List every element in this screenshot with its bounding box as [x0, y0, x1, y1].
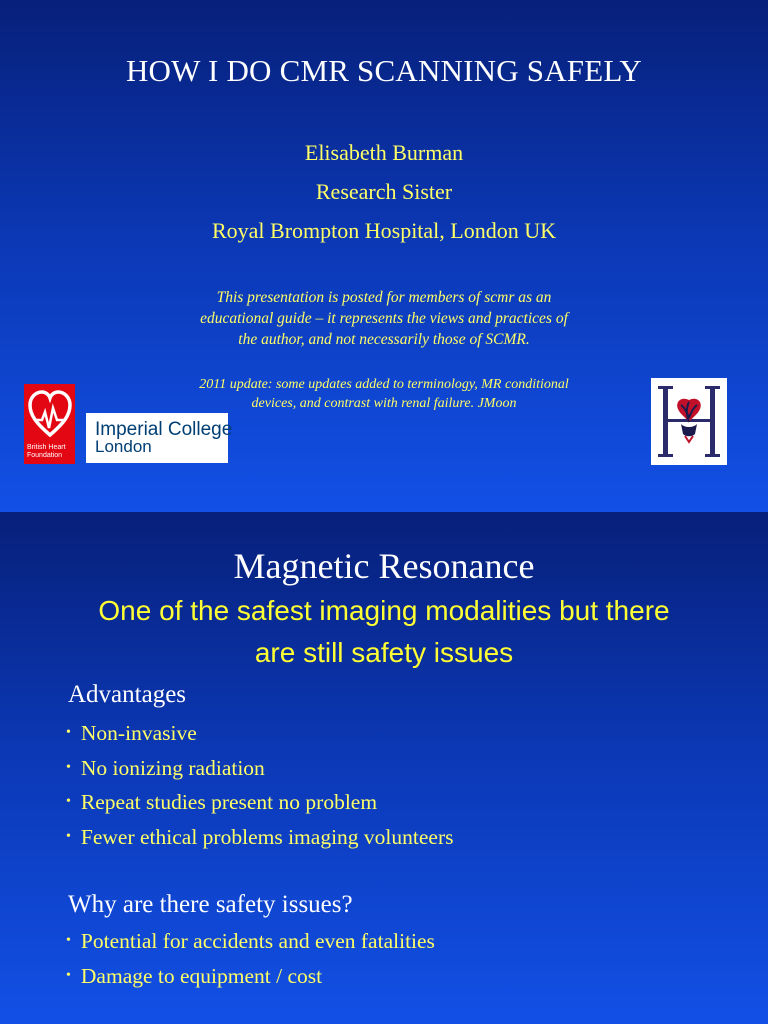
- list-item: • Potential for accidents and even fatalities: [66, 929, 435, 953]
- bullet-icon: •: [66, 967, 71, 983]
- bullet-icon: •: [66, 828, 71, 844]
- list-item: • No ionizing radiation: [66, 755, 265, 780]
- subtitle-line: are still safety issues: [254, 637, 514, 668]
- subtitle-line: One of the safest imaging modalities but there: [98, 595, 670, 626]
- note-line: This presentation is posted for members of scmr as an: [216, 289, 552, 306]
- bullet-icon: •: [66, 794, 71, 809]
- bullet-icon: •: [66, 759, 71, 775]
- slide-title: HOW I DO CMR SCANNING SAFELY: [125, 53, 643, 88]
- disclaimer-note: [0, 287, 768, 350]
- content-slide: [0, 512, 768, 1024]
- hospital-crest-icon: [651, 378, 727, 465]
- safety-issues-heading: Why are there safety issues?: [68, 891, 353, 918]
- safety-issues-list: [66, 924, 435, 993]
- royal-brompton-logo: [651, 378, 727, 465]
- list-item: • Repeat studies present no problem: [66, 790, 378, 814]
- note-line: the author, and not necessarily those of SCMR.: [238, 331, 530, 348]
- author-name: Elisabeth Burman: [304, 140, 464, 165]
- imperial-logo-text: Imperial College: [95, 419, 233, 440]
- author-block: [0, 133, 768, 250]
- advantages-heading: Advantages: [68, 681, 187, 708]
- british-heart-foundation-logo: [24, 384, 75, 464]
- bullet-icon: •: [66, 933, 71, 948]
- update-line: 2011 update: some updates added to terminology, MR conditional: [199, 377, 569, 392]
- note-line: educational guide – it represents the views and practices of: [200, 310, 568, 327]
- list-item: • Damage to equipment / cost: [66, 963, 323, 988]
- author-role: Research Sister: [315, 179, 453, 204]
- slide-subtitle: [0, 590, 768, 674]
- slide-title: Magnetic Resonance: [233, 546, 535, 586]
- list-item: • Fewer ethical problems imaging volunteers: [66, 824, 454, 849]
- author-affiliation: Royal Brompton Hospital, London UK: [211, 218, 557, 243]
- advantages-list: [66, 716, 453, 854]
- heart-icon: [28, 390, 72, 440]
- list-item: • Non-invasive: [66, 721, 197, 745]
- imperial-college-logo: [86, 413, 233, 463]
- bhf-logo-text: Foundation: [27, 452, 63, 459]
- bullet-icon: •: [66, 725, 71, 740]
- update-line: devices, and contrast with renal failure. JMoon: [251, 396, 517, 411]
- bhf-logo-text: British Heart: [27, 444, 66, 451]
- imperial-logo-text: London: [95, 437, 152, 456]
